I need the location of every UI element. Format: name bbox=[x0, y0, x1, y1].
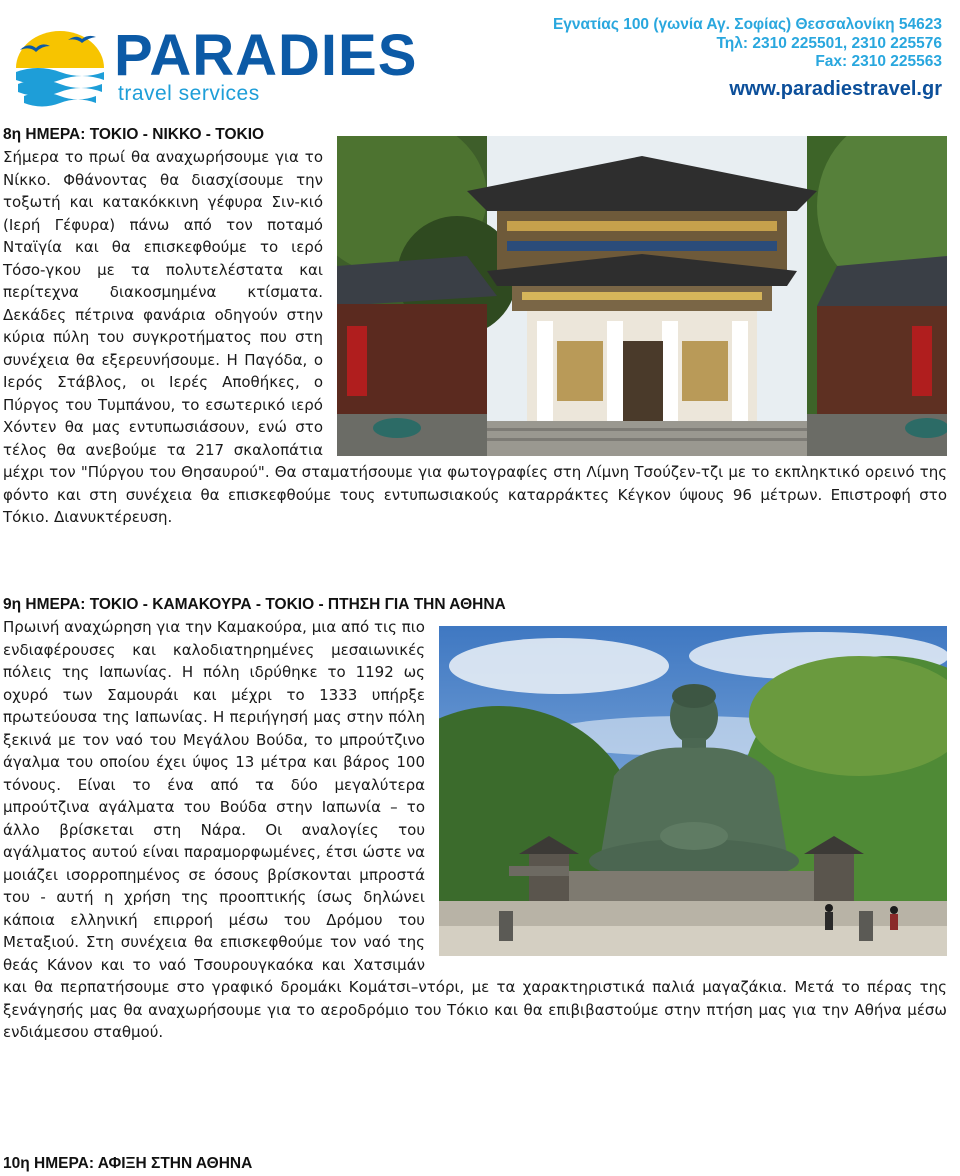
day10-title: 10η ΗΜΕΡΑ: ΑΦΙΞΗ ΣΤΗΝ ΑΘΗΝΑ bbox=[3, 1155, 253, 1172]
great-buddha-image bbox=[439, 626, 947, 956]
day9-title: 9η ΗΜΕΡΑ: ΤΟΚΙΟ - ΚΑΜΑΚΟΥΡΑ - ΤΟΚΙΟ - ΠΤΗΣΗ ΓΙΑ ΤΗΝ ΑΘΗΝΑ bbox=[3, 596, 506, 613]
page-header bbox=[0, 0, 960, 118]
day9-section bbox=[3, 594, 947, 1044]
nikko-temple-image bbox=[337, 136, 947, 456]
website-link[interactable]: www.paradiestravel.gr bbox=[729, 77, 942, 100]
contact-block bbox=[502, 16, 942, 100]
day9-description: Πρωινή αναχώρηση για την Καμακούρα, μια από τις πιο ενδιαφέρουσες και καλοδιατηρημένες μεσαιωνικές πόλεις της Ιαπωνίας. Η πόλη ιδρύθηκε το 1192 ως οχυρό των Σαμουράι και μέχρι το 1333 υπήρξε πρωτεύουσα της Ιαπωνίας. Η περιήγησή μας στην πόλη ξεκινά με τον ναό του Μεγάλου Βούδα, το μπρούτζινο άγαλμα του οποίου έχει ύψος 13 μέτρα και βάρος 100 τόνους. Είναι το ένα από τα δύο μεγαλύτερα μπρούτζινα αγάλματα του Βούδα στην Ιαπωνία – το άλλο βρίσκεται στη Νάρα. Οι αναλογίες του αγάλματος αυτού είναι παραμορφωμένες, έτσι ώστε να μοιάζει ισορροπημένος σε όσους βρίσκονται μπροστά του - αυτή η χρήση της προοπτικής ίσως δηλώνει κάποια ελληνική επιρροή μέσω του Δρόμου του Μεταξιού. Στη συνέχεια θα επισκεφθούμε τον ναό της θεάς Κάνον και το ναό Τσουρουγκαόκα και Χατσιμάν και θα περπατήσουμε στο γραφικό δρομάκι Κομάτσι–ντόρι, με τα χαρακτηριστικά παλιά μαγαζάκια. Μετά το πέρας της ξενάγησής μας θα αναχωρήσουμε για το αεροδρόμιο του Τόκιο και θα επιβιβαστούμε στην πτήση μας για την Αθήνα μέσω ενδιάμεσου σταθμού. bbox=[3, 618, 947, 1041]
contact-address: Εγνατίας 100 (γωνία Αγ. Σοφίας) Θεσσαλονίκη 54623 bbox=[552, 16, 942, 33]
contact-phone: Τηλ: 2310 225501, 2310 225576 bbox=[716, 34, 942, 52]
day10-section bbox=[3, 1153, 947, 1175]
great-buddha-photo bbox=[439, 626, 947, 956]
day8-description: Σήμερα το πρωί θα αναχωρήσουμε για το Νίκκο. Φθάνοντας θα διασχίσουμε την τοξωτή και κατακόκκινη γέφυρα Σιν-κιό (Ιερή Γέφυρα) πάνω από τον ποταμό Νταϊγία και θα επισκεφθούμε το ιερό Τόσο-γκου με τα πολυτελέστατα και περίτεχνα διακοσμημένα κτίσματα. Δεκάδες πέτρινα φανάρια οδηγούν στην κύρια πύλη του συγκροτήματος που στη συνέχεια θα εξερευνήσουμε. Η Παγόδα, ο Ιερός Στάβλος, οι Ιερές Αποθήκες, ο Πύργος του Τυμπάνου, το εσωτερικό ιερό Χόντεν θα μας εντυπωσιάσουν, ενώ στο τέλος θα ανεβούμε τα 217 σκαλοπάτια μέχρι τον "Πύργου του Θησαυρού". Θα σταματήσουμε για φωτογραφίες στη Λίμνη Τσούζεν-τζι με το εκπληκτικό ορεινό της φόντο και στη συνέχεια θα επισκεφθούμε τους εντυπωσιακούς καταρράκτες Κέγκον ύψους 96 μέτρων. Επιστροφή στο Τόκιο. Διανυκτέρευση. bbox=[3, 148, 947, 526]
day8-title: 8η ΗΜΕΡΑ: ΤΟΚΙΟ - ΝΙΚΚΟ - ΤΟΚΙΟ bbox=[3, 126, 265, 143]
contact-fax: Fax: 2310 225563 bbox=[815, 53, 942, 70]
nikko-temple-photo bbox=[337, 136, 947, 456]
paradies-logo bbox=[6, 22, 426, 108]
sun-waves-logo-icon bbox=[10, 28, 110, 108]
logo-wordmark: PARADIES bbox=[114, 23, 418, 88]
day8-section bbox=[3, 124, 947, 529]
logo-subtitle: travel services bbox=[118, 82, 260, 105]
